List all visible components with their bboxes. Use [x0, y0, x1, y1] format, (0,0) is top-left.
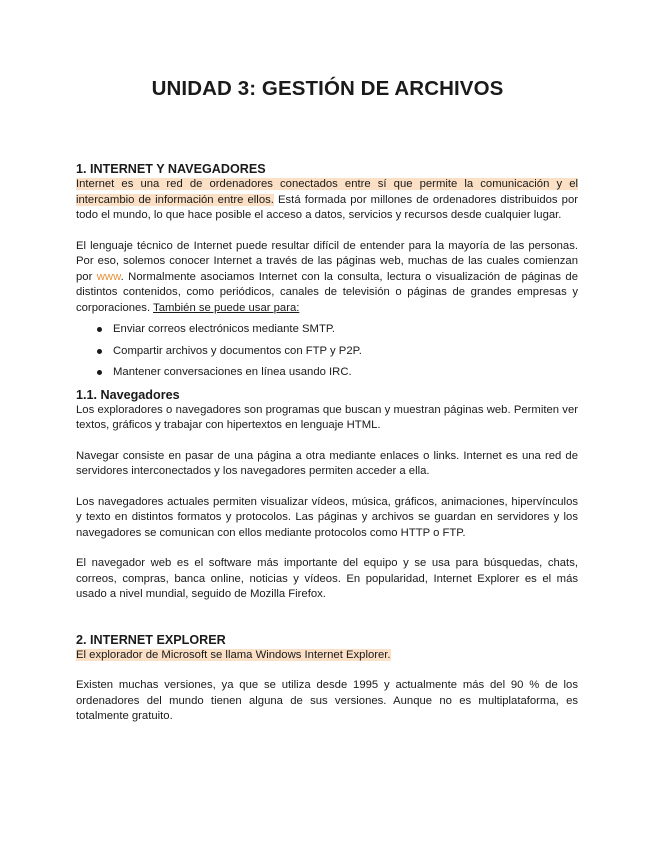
paragraph-ie-name — [76, 648, 578, 664]
www-link[interactable]: www — [96, 270, 121, 283]
list-item: Mantener conversaciones en línea usando IRC. — [113, 365, 578, 381]
list-item: Compartir archivos y documentos con FTP y P2P. — [113, 344, 578, 360]
paragraph-navegadores-2: Navegar consiste en pasar de una página a otra mediante enlaces o links. Internet es una red de servidores interconectados y los navegadores permiten acceder a ella. — [76, 449, 578, 477]
usage-list — [76, 322, 578, 381]
list-item: Enviar correos electrónicos mediante SMTP. — [113, 322, 578, 338]
highlighted-text: El explorador de Microsoft se llama Windows Internet Explorer. — [76, 648, 391, 661]
paragraph-text: Está formada por millones de ordenadores distribuidos por todo el mundo, lo que hace posible el acceso a datos, servicios y recursos desde cualquier lugar. — [76, 193, 578, 221]
paragraph-internet-definition — [76, 177, 578, 224]
section-heading-internet: 1. INTERNET Y NAVEGADORES — [76, 162, 266, 176]
paragraph-internet-usage — [76, 239, 578, 317]
paragraph-navegadores-1: Los exploradores o navegadores son programas que buscan y muestran páginas web. Permiten ver textos, gráficos y trabajar con hipertextos en lenguaje HTML. — [76, 403, 578, 431]
paragraph-text: . Normalmente asociamos Internet con la consulta, lectura o visualización de páginas de distintos contenidos, como periódicos, canales de televisión o páginas de grandes empresas y corporaciones. — [76, 270, 579, 314]
paragraph-ie-versions: Existen muchas versiones, ya que se utiliza desde 1995 y actualmente más del 90 % de los ordenadores del mundo tienen alguna de sus versiones. Aunque no es multiplataforma, es totalmente gratuito. — [76, 679, 578, 722]
paragraph-text: El lenguaje técnico de Internet puede resultar difícil de entender para la mayoría de las personas. Por eso, solemos conocer Internet a través de las páginas web, muchas de las cuales comienzan por — [76, 239, 578, 283]
page-title: UNIDAD 3: GESTIÓN DE ARCHIVOS — [151, 77, 504, 100]
document-body — [76, 161, 578, 725]
underlined-text: También se puede usar para: — [153, 301, 300, 314]
subsection-heading-navegadores: 1.1. Navegadores — [76, 387, 180, 402]
paragraph-navegadores-3: Los navegadores actuales permiten visualizar vídeos, música, gráficos, animaciones, hipervínculos y texto en distintos formatos y protocolos. Las páginas y archivos se guardan en servidores y los navegadores se comunican con ellos mediante protocolos como HTTP o FTP. — [76, 495, 578, 539]
highlighted-text: Internet es una red de ordenadores conectados entre sí que permite la comunicación y el intercambio de información entre ellos. — [76, 178, 578, 206]
paragraph-navegadores-4: El navegador web es el software más importante del equipo y se usa para búsquedas, chats, correos, compras, banca online, noticias y vídeos. En popularidad, Internet Explorer es el más usado a nivel mundial, seguido de Mozilla Firefox. — [76, 557, 578, 600]
section-heading-internet-explorer: 2. INTERNET EXPLORER — [76, 632, 226, 647]
